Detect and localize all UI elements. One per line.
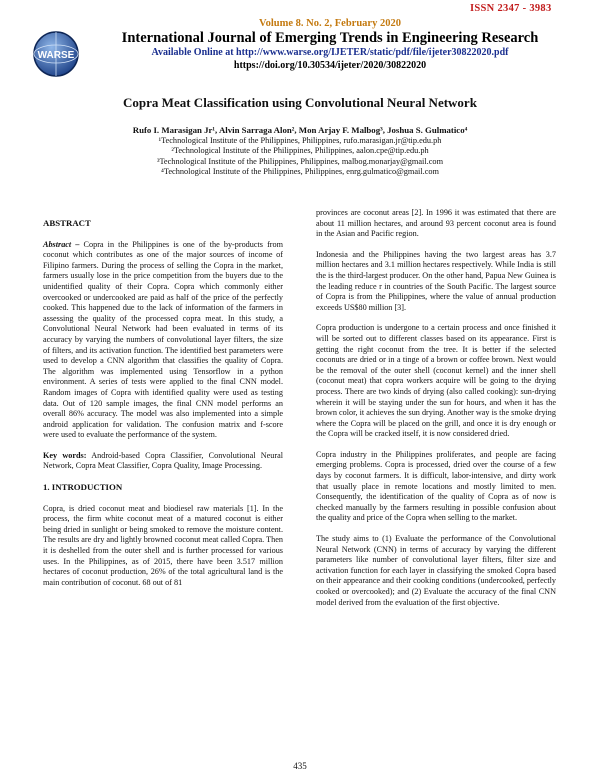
right-paragraph-3: Copra production is undergone to a certain process and once finished it will be sorted out to different classes based on its appearance. First is getting the right coconut from the tree. It is better if the selected coconuts are dried or in a tinge of a brown or coffee brown. Next would be the removal of the outer shell (coconut kernel) and the inner shell (coconut meat) that copra workers acquire will be going to the drying process. There are two kinds of drying (also called cooking): sun-drying wherein it will be staying under the sun for hours, and when it has the brown color, it achieves the sun drying. Another way is the smoke drying where the Copra will be placed on the grill, and once it is dry enough or the Copra will be cracked itself, it is now considered dried. <box>316 323 556 439</box>
right-column <box>316 208 556 618</box>
author-names: Rufo I. Marasigan Jr¹, Alvin Sarraga Alon², Mon Arjay F. Malbog³, Joshua S. Gulmatico⁴ <box>132 125 468 135</box>
issn-label: ISSN 2347 - 3983 <box>470 3 552 14</box>
affiliation-2: ²Technological Institute of the Philippines, Philippines, aalon.cpe@tip.edu.ph <box>171 146 429 156</box>
abstract-heading: ABSTRACT <box>43 218 91 228</box>
volume-line: Volume 8. No. 2, February 2020 <box>259 18 401 29</box>
page-number: 435 <box>293 761 307 771</box>
author-block <box>0 125 600 178</box>
abstract-paragraph <box>43 240 283 441</box>
keywords-text: Android-based Copra Classifier, Convolutional Neural Network, Copra Meat Classifier, Copra Quality, Image Processing. <box>43 450 284 471</box>
journal-name: International Journal of Emerging Trends in Engineering Research <box>121 30 539 46</box>
right-paragraph-2: Indonesia and the Philippines having the two largest areas has 3.7 million hectares and 3.1 million hectares respectively. While India is still the is the third-largest producer. On the other hand, Papua New Guinea is the leading reduce r in countries of the South Pacific. The largest source of Copra is from the Philippines, where the value of annual production exceeds US$80 million [3]. <box>316 249 556 312</box>
right-paragraph-5: The study aims to (1) Evaluate the performance of the Convolutional Neural Network (CNN) in terms of accuracy by varying the different parameters like number of convolutional layer filters, filter size and activation function for each layer in classifying the smoked Copra based on their appearance and their cooking conditions (undercooked, perfectly cooked or overcooked); and (2) Evaluate the accuracy of the final CNN model derived from the evaluation of the first objective. <box>316 534 556 607</box>
intro-paragraph: Copra, is dried coconut meat and biodiesel raw materials [1]. In the process, the firm white coconut meat of a matured coconut is either being dried in sunlight or being smoked to remove the moisture content. The results are dry and lightly browned coconut meat called Copra. Then it is deshelled from the outer shell and is further processed for various uses. In the Philippines, as of 2015, there have been 3.517 million hectares of coconut production, 26% of the total agricultural land is the main contribution of coconut. 68 out of 81 <box>43 503 283 587</box>
introduction-heading: 1. INTRODUCTION <box>43 482 123 493</box>
right-paragraph-4: Copra industry in the Philippines proliferates, and people are facing emerging problems. Copra is processed, dried over the course of a few days by coconut farmers. It is difficult, labor-intensive, and dirty work that usually place in remote locations and mostly limited to men. Consequently, the identification of the quality of Copra as of now is checked manually by the farmers resulting in possible confusion about the quality and price of the Copra when selling to the market. <box>316 449 556 523</box>
abstract-text: Copra in the Philippines is one of the by-products from coconut which contributes as one of the major sources of income of Filipino farmers. During the process of selling the Copra in the market, farmers usually lose in the price competition from the buyers due to the unidentified quality of their Copra. Copra which commonly either overcooked or undercooked are paid as half of the price of the perfectly cooked. This happened due to the lack of information of the farmers in assessing the quality of the processed copra meat. In this study, a Convolutional Neural Network had been evaluated in terms of its accuracy by varying the numbers of convolutional layer filters, the size of filters, and its activation function. The identified best parameters were used to develop a CNN algorithm that classifies the quality of Copra. The algorithm was implemented using Tensorflow in a python environment. A series of tests were applied to the final CNN model. Random images of Copra with identified quality were used as testing data. Out of 120 sample images, the final CNN model performs an overall 86% accuracy. The model was also implemented into a simple android application for validation. The confusion matrix and f-score were used to evaluate the performance of the system. <box>43 239 283 440</box>
affiliation-1: ¹Technological Institute of the Philippines, Philippines, rufo.marasigan.jr@tip.edu.ph <box>158 135 442 145</box>
warse-logo <box>32 30 80 78</box>
logo-text: WARSE <box>37 50 75 61</box>
keywords-label: Key words: <box>43 450 87 460</box>
affiliation-3: ³Technological Institute of the Philippines, Philippines, malbog.monarjay@gmail.com <box>156 156 444 166</box>
keywords <box>43 451 283 472</box>
abstract-label: Abstract – <box>43 239 80 249</box>
left-column <box>43 218 283 598</box>
paper-title: Copra Meat Classification using Convolutional Neural Network <box>123 95 477 110</box>
affiliation-4: ⁴Technological Institute of the Philippines, Philippines, enrg.gulmatico@gmail.com <box>160 167 440 177</box>
journal-header <box>100 17 560 72</box>
right-paragraph-1: provinces are coconut areas [2]. In 1996 it was estimated that there are about 11 million hectares, and around 93 percent coconut area is found in the Asian and Pacific region. <box>316 208 556 239</box>
pdf-link[interactable]: Available Online at http://www.warse.org/IJETER/static/pdf/file/ijeter30822020.pdf <box>151 47 509 58</box>
doi-link[interactable]: https://doi.org/10.30534/ijeter/2020/30822020 <box>233 60 427 71</box>
